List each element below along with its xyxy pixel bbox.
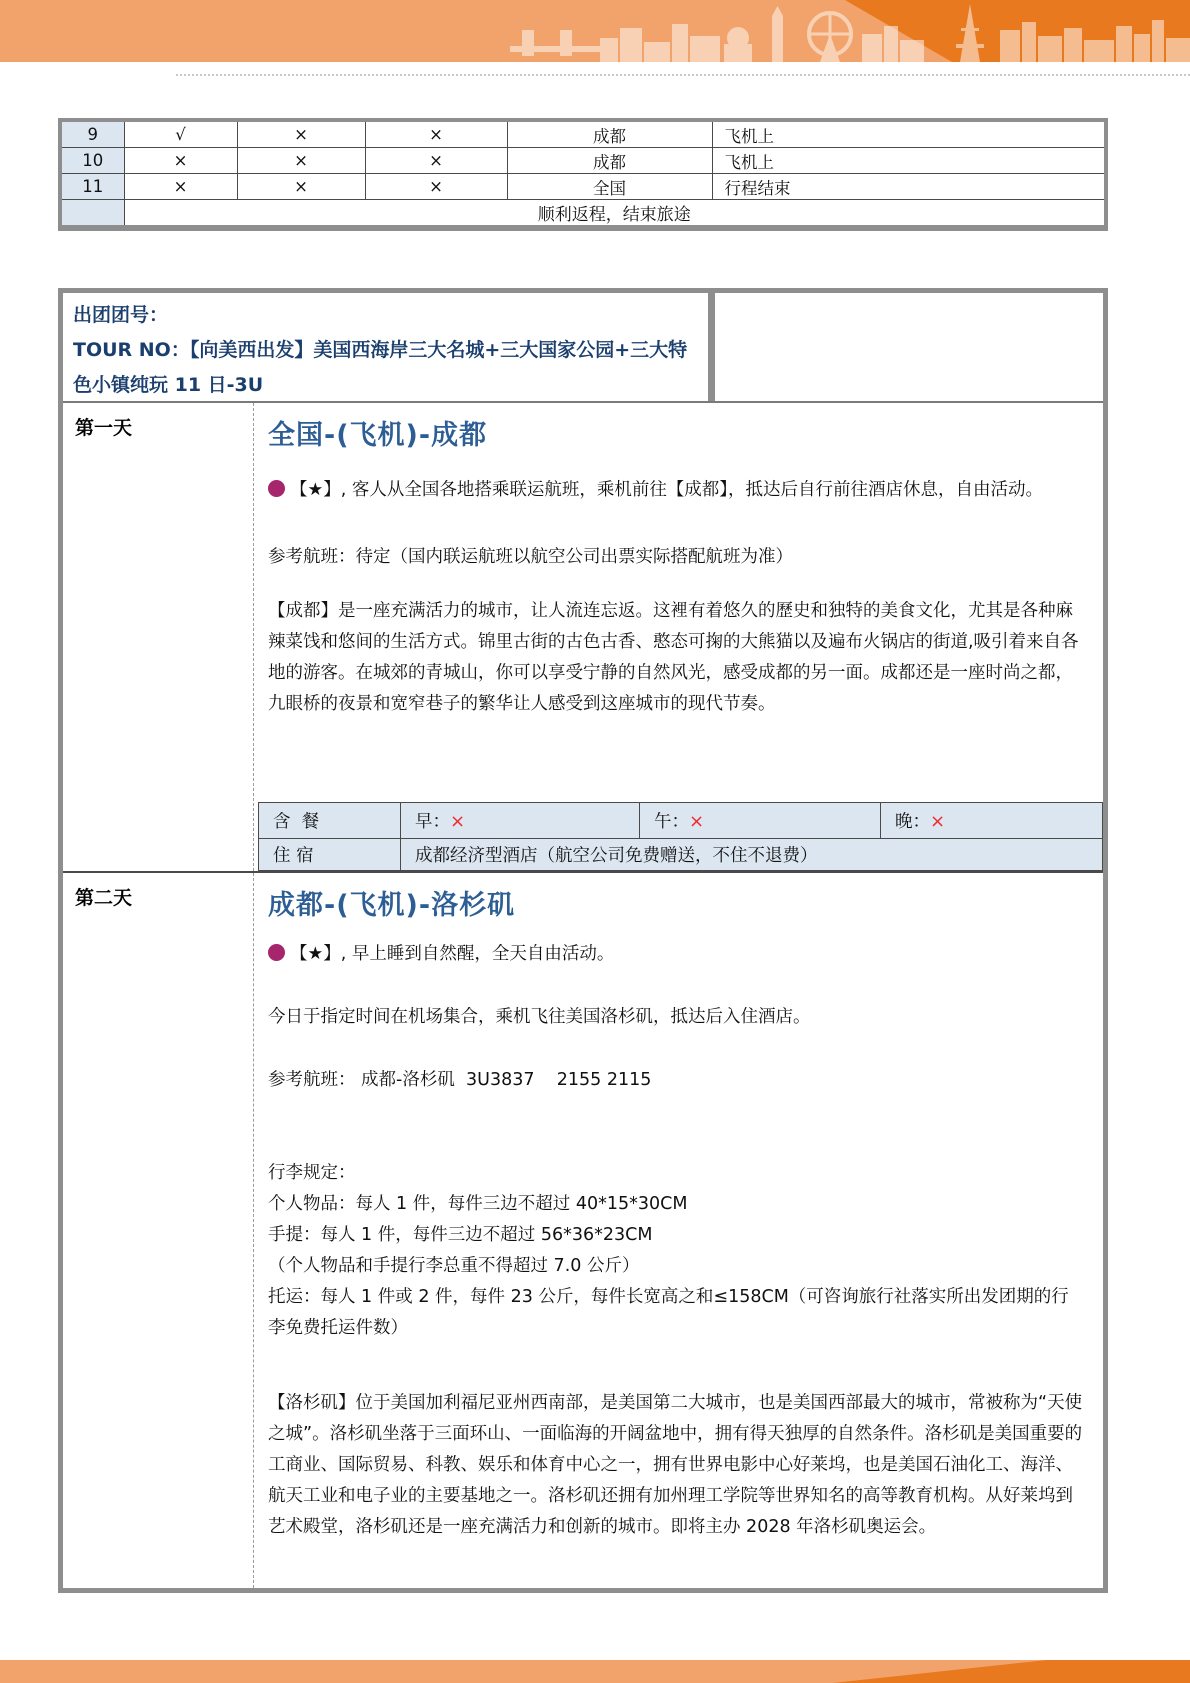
meal-mark-cell: ×	[365, 174, 507, 200]
empty-cell	[60, 200, 124, 229]
tour-number-label: 出团团号：	[73, 304, 169, 326]
day2-bullet-text: 【★】, 早上睡到自然醒，全天自由活动。	[290, 944, 615, 964]
day2-label: 第二天	[75, 887, 133, 909]
meal-mark-cell: ×	[124, 174, 237, 200]
day-number-cell: 11	[60, 174, 124, 200]
hotel-label-cell: 住 宿	[259, 839, 401, 871]
summary-table	[58, 118, 1108, 231]
day1-title: 全国-(飞机)-成都	[268, 420, 488, 451]
empty-cell	[715, 293, 1103, 401]
dinner-mark: ×	[930, 811, 946, 832]
day2-flight-info: 参考航班： 成都-洛杉矶 3U3837 2155 2115	[268, 1070, 652, 1090]
dinner-label: 晚：	[895, 812, 930, 832]
footer-accent-shape	[0, 1660, 1190, 1683]
note-cell: 飞机上	[712, 148, 1106, 174]
header-band	[0, 0, 1190, 62]
lunch-label: 午：	[654, 812, 689, 832]
day2-description: 【洛杉矶】位于美国加利福尼亚州西南部，是美国第二大城市，也是美国西部最大的城市，常被称为“天使之城”。洛杉矶坐落于三面环山、一面临海的开阔盆地中，拥有得天独厚的自然条件。洛杉矶是美国重要的工商业、国际贸易、科教、娱乐和体育中心之一，拥有世界电影中心好莱坞，也是美国石油化工、海洋、航天工业和电子业的主要基地之一。洛杉矶还拥有加州理工学院等世界知名的高等教育机构。从好莱坞到艺术殿堂，洛杉矶还是一座充满活力和创新的城市。即将主办 2028 年洛杉矶奥运会。	[268, 1393, 1083, 1537]
day1-label: 第一天	[75, 417, 133, 439]
note-cell: 飞机上	[712, 120, 1106, 148]
table-row	[60, 120, 1106, 148]
day1-flight-info: 参考航班：待定（国内联运航班以航空公司出票实际搭配航班为准）	[268, 547, 793, 567]
day1-content	[253, 403, 1103, 871]
breakfast-cell	[401, 803, 640, 839]
meal-mark-cell: ×	[237, 174, 365, 200]
luggage-rule-personal: 个人物品：每人 1 件，每件三边不超过 40*15*30CM	[268, 1194, 688, 1214]
meal-mark-cell: √	[124, 120, 237, 148]
tour-number-cell	[63, 293, 708, 401]
note-cell: 行程结束	[712, 174, 1106, 200]
hotel-value-cell: 成都经济型酒店（航空公司免费赠送，不住不退费）	[401, 839, 1103, 871]
meals-row	[259, 803, 1103, 839]
bullet-icon	[268, 480, 285, 497]
day2-row	[63, 873, 1103, 1588]
day1-description: 【成都】是一座充满活力的城市，让人流连忘返。这裡有着悠久的歷史和独特的美食文化，尤其是各种麻辣菜饯和悠间的生活方式。锦里古街的古色古香、憨态可掬的大熊猫以及遍布火锅店的街道,吸引着来自各地的游客。在城郊的青城山，你可以享受宁静的自然风光，感受成都的另一面。成都还是一座时尚之都，九眼桥的夜景和宽窄巷子的繁华让人感受到这座城市的现代节奏。	[268, 601, 1079, 714]
itinerary-table	[58, 288, 1108, 1593]
meals-label-cell: 含 餐	[259, 803, 401, 839]
lunch-cell	[640, 803, 881, 839]
table-row	[60, 174, 1106, 200]
day2-title: 成都-(飞机)-洛杉矶	[268, 890, 516, 921]
cell-divider	[708, 293, 715, 401]
meal-mark-cell: ×	[365, 148, 507, 174]
tour-number-row	[63, 293, 1103, 403]
meal-mark-cell: ×	[365, 120, 507, 148]
bullet-icon	[268, 944, 285, 961]
city-cell: 成都	[507, 148, 712, 174]
table-row	[60, 200, 1106, 229]
breakfast-label: 早：	[415, 812, 450, 832]
city-cell: 成都	[507, 120, 712, 148]
tour-number-value: TOUR NO：【向美西出发】美国西海岸三大名城+三大国家公园+三大特色小镇纯玩 11 日-3U	[73, 339, 688, 396]
luggage-rules-title: 行李规定：	[268, 1163, 356, 1183]
footer-band	[0, 1660, 1190, 1683]
luggage-rule-weight: （个人物品和手提行李总重不得超过 7.0 公斤）	[268, 1256, 640, 1276]
meal-mark-cell: ×	[124, 148, 237, 174]
city-skyline-icon	[490, 0, 1190, 62]
day2-para1: 今日于指定时间在机场集合，乘机飞往美国洛杉矶，抵达后入住酒店。	[268, 1007, 811, 1027]
day1-bullet-para	[268, 475, 1085, 506]
day-number-cell: 10	[60, 148, 124, 174]
meal-hotel-table	[258, 802, 1103, 871]
day2-content	[253, 873, 1103, 1588]
luggage-rule-carryon: 手提：每人 1 件，每件三边不超过 56*36*23CM	[268, 1225, 653, 1245]
day-number-cell: 9	[60, 120, 124, 148]
day1-row	[63, 403, 1103, 873]
meal-mark-cell: ×	[237, 120, 365, 148]
dinner-cell	[881, 803, 1103, 839]
summary-footer-cell: 顺利返程，结束旅途	[124, 200, 1106, 229]
table-row	[60, 148, 1106, 174]
day2-bullet-para	[268, 939, 1085, 970]
luggage-rule-checked: 托运：每人 1 件或 2 件，每件 23 公斤，每件长宽高之和≤158CM（可咨询旅行社落实所出发团期的行李免费托运件数）	[268, 1287, 1069, 1338]
lunch-mark: ×	[689, 811, 705, 832]
hotel-row	[259, 839, 1103, 871]
day1-bullet-text: 【★】, 客人从全国各地搭乘联运航班，乘机前往【成都】，抵达后自行前往酒店休息，自由活动。	[290, 480, 1044, 500]
breakfast-mark: ×	[450, 811, 466, 832]
city-cell: 全国	[507, 174, 712, 200]
meal-mark-cell: ×	[237, 148, 365, 174]
dotted-divider	[176, 74, 1190, 76]
